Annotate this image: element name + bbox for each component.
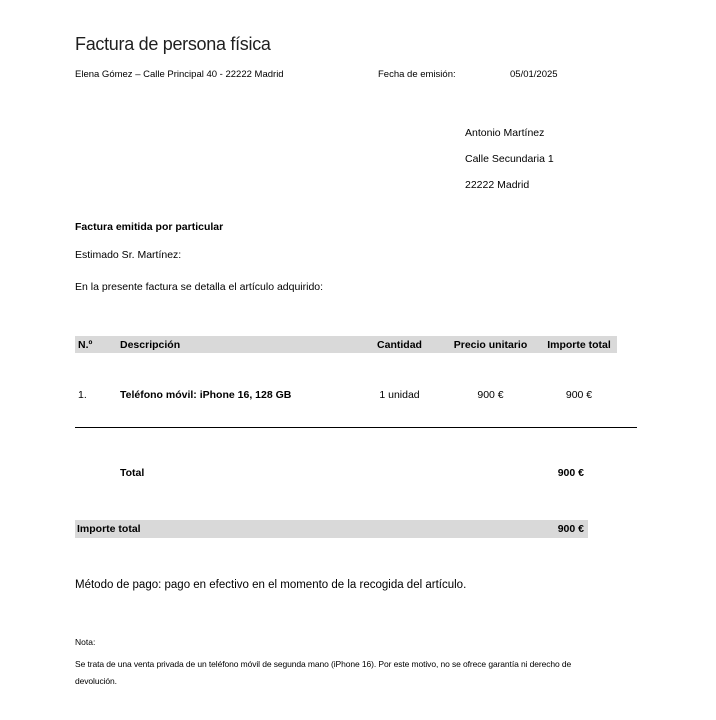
header-cell-quantity: Cantidad xyxy=(377,338,422,351)
row-cell-num: 1. xyxy=(78,388,87,401)
intro-line: En la presente factura se detalla el artículo adquirido: xyxy=(75,281,324,293)
subtotal-row xyxy=(75,464,588,481)
note-text: Se trata de una venta privada de un teléfono móvil de segunda mano (iPhone 16). Por este motivo, no se ofrece garantía ni derecho de devolución. xyxy=(75,659,572,686)
page-title: Factura de persona física xyxy=(75,34,271,54)
recipient-street: Calle Secundaria 1 xyxy=(465,153,554,165)
recipient-address-block xyxy=(465,120,554,198)
recipient-name: Antonio Martínez xyxy=(465,127,545,139)
table-row xyxy=(75,386,617,403)
sender-address-line: Elena Gómez – Calle Principal 40 - 22222 Madrid xyxy=(75,69,284,80)
header-cell-unit-price: Precio unitario xyxy=(453,338,528,351)
subtotal-value: 900 € xyxy=(557,466,584,479)
header-cell-num: N.º xyxy=(78,338,93,351)
subtotal-label: Total xyxy=(120,466,145,479)
issue-date-label: Fecha de emisión: xyxy=(378,69,456,80)
salutation: Estimado Sr. Martínez: xyxy=(75,249,182,261)
grand-total-row xyxy=(75,520,588,538)
issue-date-value: 05/01/2025 xyxy=(510,69,558,80)
header-cell-description: Descripción xyxy=(120,338,181,351)
row-cell-quantity: 1 unidad xyxy=(379,388,420,401)
payment-method-line: Método de pago: pago en efectivo en el momento de la recogida del artículo. xyxy=(75,579,467,591)
grand-total-value: 900 € xyxy=(557,523,584,535)
note-label: Nota: xyxy=(75,637,96,647)
table-bottom-rule xyxy=(75,427,637,428)
row-cell-total: 900 € xyxy=(565,388,593,401)
recipient-city: 22222 Madrid xyxy=(465,179,530,191)
row-cell-unit-price: 900 € xyxy=(477,388,504,401)
row-cell-description: Teléfono móvil: iPhone 16, 128 GB xyxy=(120,388,292,401)
invoice-subject-line: Factura emitida por particular xyxy=(75,221,224,233)
header-cell-total: Importe total xyxy=(547,338,611,351)
items-table-header xyxy=(75,336,617,353)
grand-total-label: Importe total xyxy=(77,523,141,535)
